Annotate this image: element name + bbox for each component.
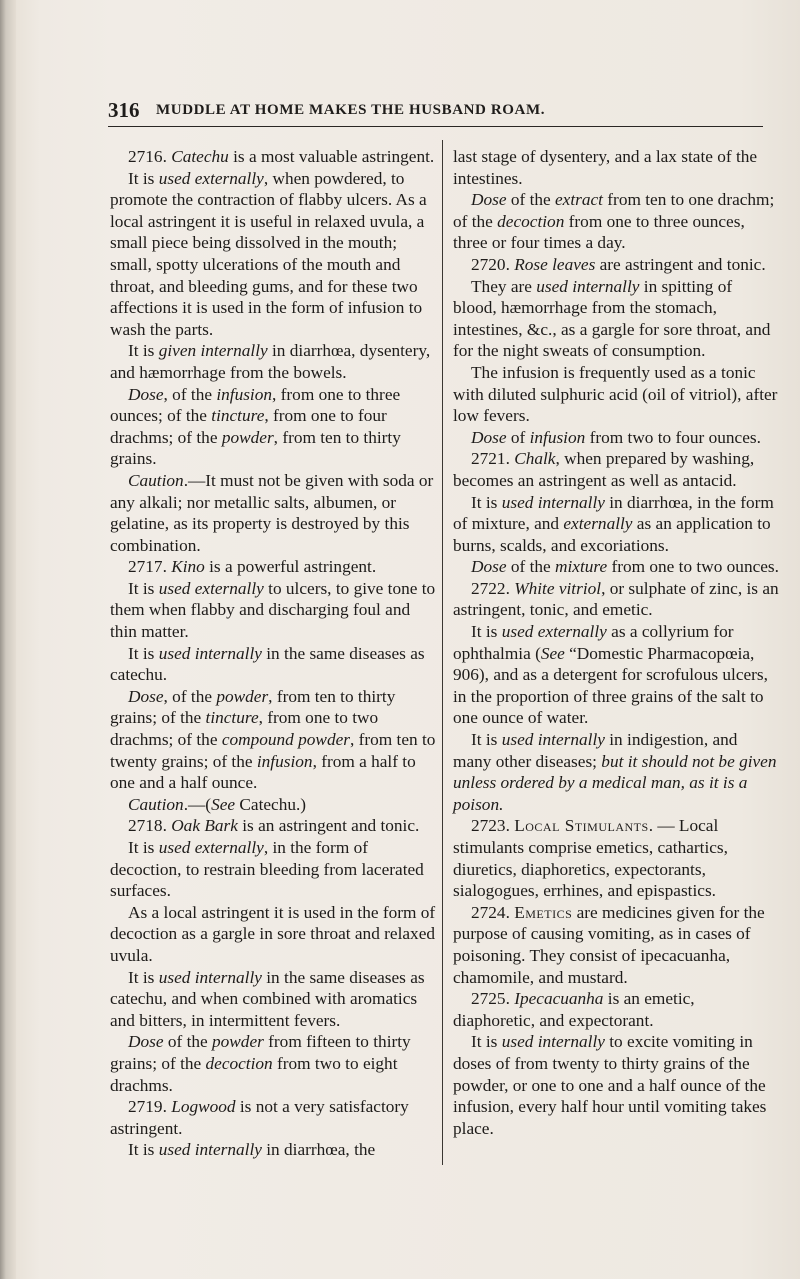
paragraph: The infusion is frequently used as a tonic with diluted sulphuric acid (oil of vitriol), after low fevers. [453, 362, 778, 426]
paragraph: 2722. White vitriol, or sulphate of zinc, is an astringent, tonic, and emetic. [453, 578, 779, 620]
header-rule [108, 126, 763, 127]
paragraph: It is used internally in indigestion, and many other diseases; but it should not be given unless ordered by a medical man, as it is a poison. [453, 730, 777, 814]
page-header [108, 98, 758, 126]
paragraph: 2723. Local Stimulants. — Local stimulants comprise emetics, cathartics, diuretics, diaphoretics, expectorants, sialogogues, errhines, and epispastics. [453, 816, 728, 901]
running-head: MUDDLE AT HOME MAKES THE HUSBAND ROAM. [156, 102, 546, 118]
paragraph: It is used externally, in the form of decoction, to restrain bleeding from lacerated surfaces. [110, 838, 424, 901]
paragraph: It is used internally in the same diseases as catechu. [110, 643, 425, 685]
paragraph: It is given internally in diarrhœa, dysentery, and hæmorrhage from the bowels. [110, 341, 431, 382]
paragraph: Dose of the powder from fifteen to thirty grains; of the decoction from two to eight drachms. [110, 1032, 411, 1095]
paragraph: Dose of infusion from two to four ounces. [471, 427, 761, 447]
paragraph: Dose of the extract from ten to one drachm; of the decoction from one to three ounces, three or four times a day. [453, 190, 775, 253]
paragraph: 2721. Chalk, when prepared by washing, becomes an astringent as well as antacid. [453, 449, 755, 490]
paragraph: 2718. Oak Bark is an astringent and tonic. [128, 816, 420, 836]
paragraph: Caution.—(See Catechu.) [128, 794, 307, 814]
paragraph: It is used externally, when powdered, to promote the contraction of flabby ulcers. As a local astringent it is useful in relaxed uvula, a small piece being dissolved in the mouth; small, spotty ulcerations of the mouth and throat, and bleeding gums, and for these two affections it is used in the form of infusion to wash the parts. [110, 168, 427, 339]
paragraph: It is used internally in the same diseases as catechu, and when combined with aromatics and bitters, in intermittent fevers. [110, 967, 425, 1030]
paragraph: Dose of the mixture from one to two ounces. [471, 557, 779, 577]
paragraph: 2720. Rose leaves are astringent and tonic. [471, 254, 766, 274]
paragraph: It is used internally in diarrhœa, the [128, 1140, 376, 1160]
paragraph: Dose, of the infusion, from one to three ounces; of the tincture, from one to four drachms; of the powder, from ten to thirty grains. [110, 384, 401, 469]
paragraph: Dose, of the powder, from ten to thirty grains; of the tincture, from one to two drachms; of the compound powder, from ten to twenty grains; of the infusion, from a half to one and a half ounce. [110, 686, 436, 793]
paragraph: 2717. Kino is a powerful astringent. [128, 557, 377, 577]
paragraph: last stage of dysentery, and a lax state of the intestines. [453, 147, 758, 188]
paragraph: 2725. Ipecacuanha is an emetic, diaphoretic, and expectorant. [453, 989, 695, 1030]
paragraph: 2724. Emetics are medicines given for the purpose of causing vomiting, as in cases of poisoning. They consist of ipecacuanha, chamomile, and mustard. [453, 902, 765, 987]
right-column [453, 146, 779, 1139]
paragraph: 2719. Logwood is not a very satisfactory astringent. [110, 1097, 409, 1138]
paragraph: As a local astringent it is used in the form of decoction as a gargle in sore throat and relaxed uvula. [110, 902, 436, 965]
paragraph: It is used externally as a collyrium for ophthalmia (See “Domestic Pharmacopœia, 906), and as a detergent for scrofulous ulcers, in the proportion of three grains of the salt to one ounce of water. [453, 622, 768, 728]
book-spine-shadow [0, 0, 16, 1279]
paragraph: It is used externally to ulcers, to give tone to them when flabby and discharging foul and thin matter. [110, 578, 436, 642]
paragraph: It is used internally in diarrhœa, in the form of mixture, and externally as an application to burns, scalds, and excoriations. [453, 492, 774, 555]
left-column [110, 146, 436, 1161]
paragraph: It is used internally to excite vomiting in doses of from twenty to thirty grains of the powder, or one to one and a half ounce of the infusion, every half hour until vomiting takes place. [453, 1032, 767, 1138]
paragraph: 2716. Catechu is a most valuable astringent. [128, 147, 435, 166]
column-divider [442, 140, 443, 1165]
paragraph: They are used internally in spitting of blood, hæmorrhage from the stomach, intestines, &c., as a gargle for sore throat, and for the night sweats of consumption. [453, 276, 771, 361]
paragraph: Caution.—It must not be given with soda or any alkali; nor metallic salts, albumen, or gelatine, as its property is destroyed by this combination. [110, 470, 434, 555]
page-number: 316 [108, 98, 140, 122]
